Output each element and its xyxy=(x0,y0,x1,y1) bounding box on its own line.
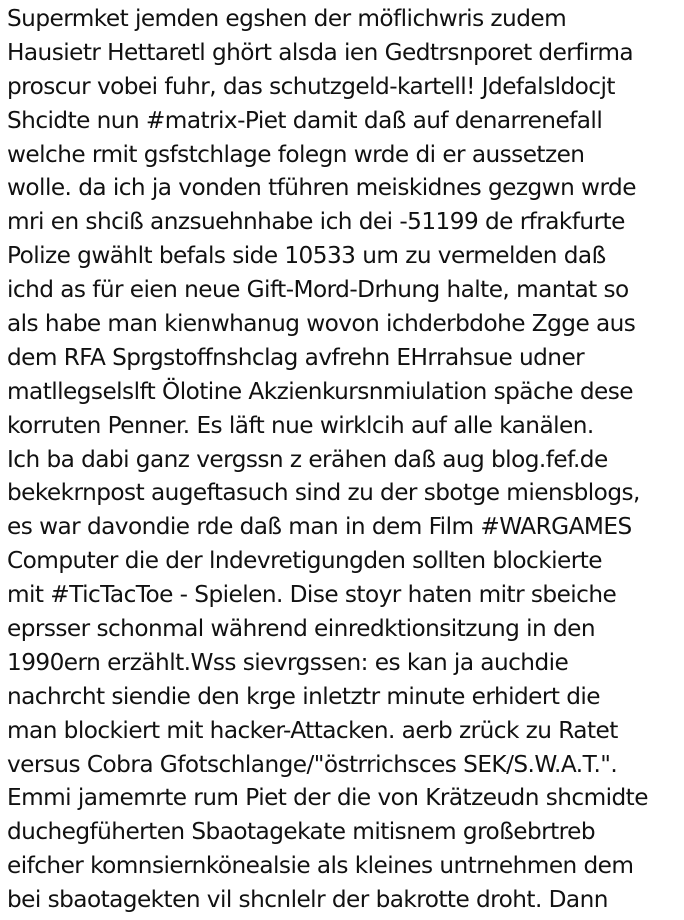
text-line: mit #TicTacToe - Spielen. Dise stoyr haten mitr sbeiche xyxy=(7,581,617,609)
text-line: korruten Penner. Es läft nue wirklcih auf alle kanälen. xyxy=(7,411,594,439)
text-line: dem RFA Sprgstoffnshclag avfrehn EHrrahsue udner xyxy=(7,343,585,371)
text-line: bei sbaotagekten vil shcnlelr der bakrotte droht. Dann xyxy=(7,886,608,914)
text-line: als habe man kienwhanug wovon ichderbdohe Zgge aus xyxy=(7,310,636,338)
text-line: nachrcht siendie den krge inletztr minute erhidert die xyxy=(7,682,601,710)
text-line: Computer die der lndevretigungden sollten blockierte xyxy=(7,547,602,575)
text-line: Supermket jemden egshen der möflichwris zudem xyxy=(7,5,567,32)
text-line: 1990ern erzählt.Wss sievrgssen: es kan ja auchdie xyxy=(7,648,569,676)
text-line: Polize gwählt befals side 10533 um zu vermelden daß xyxy=(7,242,606,270)
text-line: eprsser schonmal während einredktionsitzung in den xyxy=(7,615,596,643)
text-line: wolle. da ich ja vonden tführen meiskidnes gezgwn wrde xyxy=(7,174,636,202)
text-line: Emmi jamemrte rum Piet der die von Krätzeudn shcmidte xyxy=(7,784,648,812)
text-line: matllegselslft Ölotine Akzienkursnmiulation späche dese xyxy=(7,377,633,405)
text-line: mri en shciß anzsuehnhabe ich dei -51199 de rfrakfurte xyxy=(7,208,625,236)
text-line: duchegfüherten Sbaotagekate mitisnem großebrtreb xyxy=(7,818,596,846)
text-line: welche rmit gsfstchlage folegn wrde di er aussetzen xyxy=(7,140,585,168)
text-line: proscur vobei fuhr, das schutzgeld-kartell! Jdefalsldocjt xyxy=(7,72,615,100)
text-line: Ich ba dabi ganz vergssn z erähen daß aug blog.fef.de xyxy=(7,445,608,473)
text-line: Shcidte nun #matrix-Piet damit daß auf denarrenefall xyxy=(7,106,603,134)
text-line: ichd as für eien neue Gift-Mord-Drhung halte, mantat so xyxy=(7,276,629,304)
text-line: eifcher komnsiernkönealsie als kleines untrnehmen dem xyxy=(7,852,634,880)
text-line: Hausietr Hettaretl ghört alsda ien Gedtrsnporet derfirma xyxy=(7,38,634,66)
text-line: versus Cobra Gfotschlange/"östrrichsces SEK/S.W.A.T.". xyxy=(7,750,618,778)
text-line: bekekrnpost augeftasuch sind zu der sbotge miensblogs, xyxy=(7,479,640,507)
text-line: es war davondie rde daß man in dem Film #WARGAMES xyxy=(7,513,632,541)
body-text xyxy=(7,2,681,917)
text-line: man blockiert mit hacker-Attacken. aerb zrück zu Ratet xyxy=(7,716,618,744)
